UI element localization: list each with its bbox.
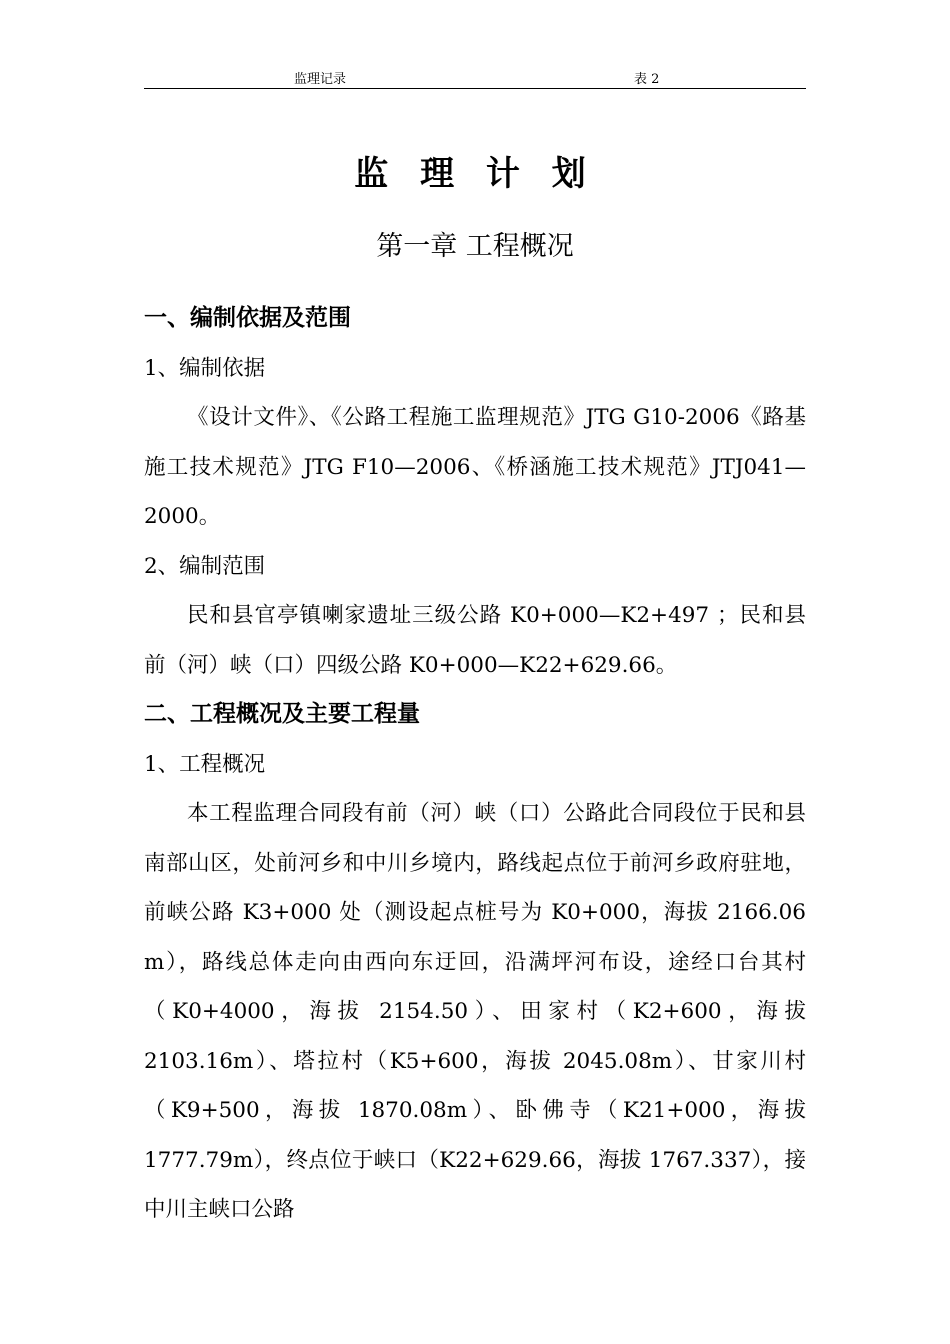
header-left-label: 监理记录: [294, 72, 347, 87]
document-body: [144, 294, 806, 1235]
header-right-label: 表 2: [634, 72, 660, 87]
subsection-2-1-heading: 1、工程概况: [144, 751, 266, 777]
chapter-heading: 第一章 工程概况: [376, 231, 574, 262]
document-title: 监 理 计 划: [354, 154, 596, 194]
section-1-heading: 一、编制依据及范围: [144, 305, 351, 331]
section-2-heading: 二、工程概况及主要工程量: [144, 701, 420, 727]
subsection-1-2-heading: 2、编制范围: [144, 553, 266, 579]
subsection-1-2-text: 民和县官亭镇喇家遗址三级公路 K0+000—K2+497 ；民和县前（河）峡（口）四级公路 K0+000—K22+629.66。: [144, 603, 806, 678]
subsection-2-1-text: 本工程监理合同段有前（河）峡（口）公路此合同段位于民和县南部山区，处前河乡和中川乡境内，路线起点位于前河乡政府驻地，前峡公路 K3+000 处（测设起点桩号为 K0+000，海拔 2166.06 m），路线总体走向由西向东迂回，沿满坪河布设，途经口台其村（K0+4000，海拔 2154.50）、田家村（K2+600，海拔 2103.16m）、塔拉村（K5+600，海拔 2045.08m）、甘家川村（K9+500，海拔 1870.08m）、卧佛寺（K21+000，海拔 1777.79m），终点位于峡口（K22+629.66，海拔 1767.337），接中川主峡口公路: [144, 801, 806, 1222]
subsection-1-1-text: 《设计文件》、《公路工程施工监理规范》JTG G10-2006《路基施工技术规范》JTG F10—2006、《桥涵施工技术规范》JTJ041—2000。: [144, 405, 806, 529]
page-header: [144, 66, 806, 89]
subsection-1-1-heading: 1、编制依据: [144, 355, 266, 381]
